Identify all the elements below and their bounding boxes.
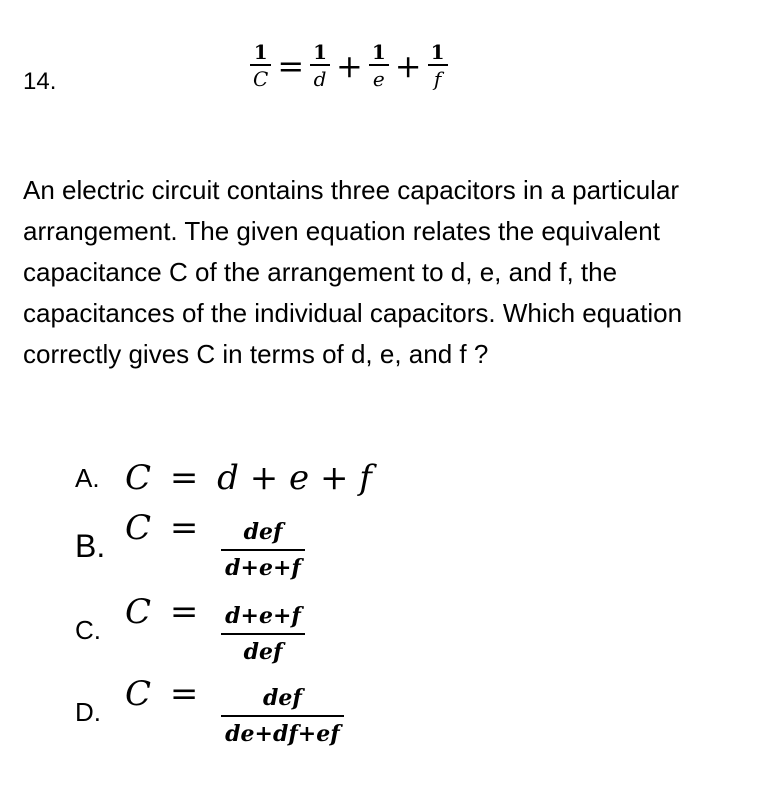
choice-letter: D. (75, 697, 101, 727)
choice-fraction (221, 681, 344, 751)
fraction-numerator: def (263, 685, 302, 711)
fraction-numerator: 1 (253, 40, 268, 64)
fraction-numerator: d+e+f (225, 603, 301, 629)
lhs-fraction (250, 40, 271, 92)
choice-expression (125, 458, 372, 498)
fraction-denominator: d (313, 67, 327, 91)
fraction-numerator: 1 (371, 40, 386, 64)
choice-fraction (221, 515, 305, 585)
fraction-denominator: f (433, 67, 442, 91)
choice-expression (125, 508, 305, 585)
choice-letter: B. (75, 528, 106, 564)
variable-c: C (125, 592, 152, 632)
choice-expression (125, 674, 344, 751)
equals-sign: = (169, 458, 199, 498)
variable-c: C (125, 458, 152, 498)
fraction-numerator: def (243, 519, 283, 545)
choice-expression (125, 592, 305, 669)
choice-a[interactable] (75, 458, 372, 498)
fraction-denominator: C (253, 67, 269, 91)
fraction-denominator: def (243, 639, 283, 665)
fraction-denominator: e (372, 67, 385, 91)
given-equation (248, 40, 450, 92)
choice-c[interactable] (75, 592, 305, 669)
choice-letter: C. (75, 615, 101, 645)
term-d-fraction (310, 40, 330, 92)
term-f-fraction (428, 40, 448, 92)
choice-b[interactable] (75, 508, 305, 585)
choice-letter: A. (75, 462, 100, 493)
plus-sign: + (336, 47, 363, 85)
fraction-denominator: de+df+ef (225, 721, 340, 747)
plus-sign: + (394, 47, 422, 85)
fraction-numerator: 1 (313, 40, 328, 64)
equals-sign: = (277, 47, 305, 85)
variable-c: C (125, 674, 152, 714)
fraction-numerator: 1 (430, 40, 445, 64)
question-text: An electric circuit contains three capacitors in a particular arrangement. The given equation relates the equivalent capacitance C of the arrangement to d, e, and f, the capacitances of the individual capacitors. Which equation correctly gives C in terms of d, e, and f ? (23, 175, 683, 369)
fraction-denominator: d+e+f (225, 555, 301, 581)
equals-sign: = (169, 674, 199, 714)
term-e-fraction (369, 40, 389, 92)
choice-d[interactable] (75, 674, 344, 751)
variable-c: C (125, 508, 152, 548)
equals-sign: = (169, 592, 199, 632)
choice-fraction (221, 599, 305, 669)
sum-expression: d + e + f (217, 458, 372, 498)
question-number: 14. (23, 68, 57, 95)
equals-sign: = (169, 508, 199, 548)
